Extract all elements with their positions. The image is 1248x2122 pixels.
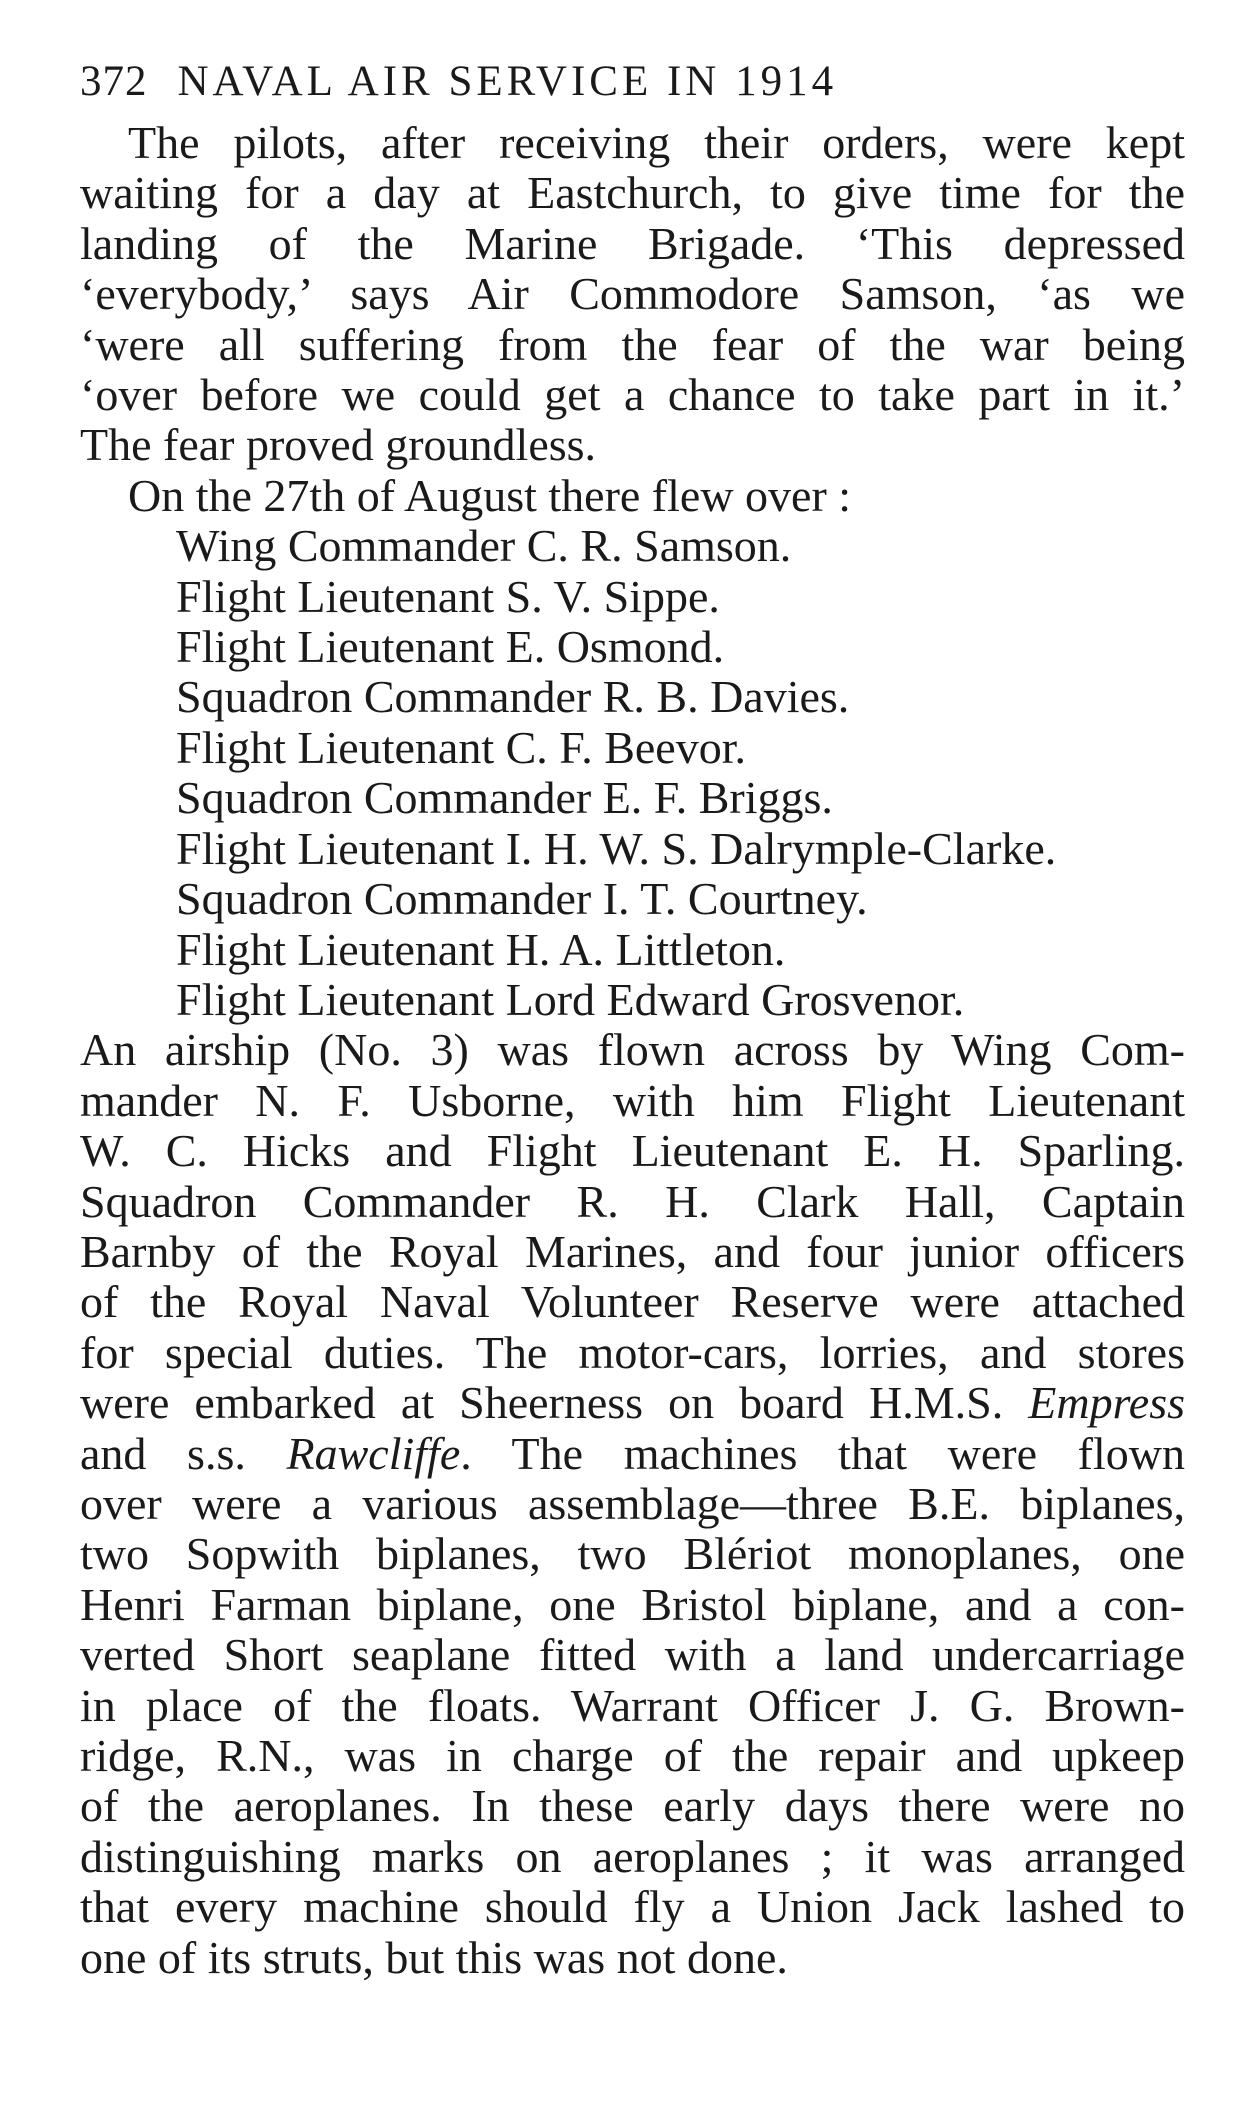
text-line: two Sopwith biplanes, two Blériot monoplanes, one xyxy=(80,1528,1185,1580)
list-item: Squadron Commander R. B. Davies. xyxy=(176,671,850,723)
paragraph-airship-and-machines xyxy=(80,1025,1185,1983)
list-item: Wing Commander C. R. Samson. xyxy=(176,520,792,572)
text-segment: were embarked at Sheerness on board H.M.S. xyxy=(80,1377,1029,1429)
running-head xyxy=(80,52,1185,118)
book-page xyxy=(80,52,1185,1983)
text-line xyxy=(80,1429,1185,1479)
ship-name-empress: Empress xyxy=(1028,1377,1185,1429)
list-item: Squadron Commander I. T. Courtney. xyxy=(176,873,868,925)
text-line: The fear proved groundless. xyxy=(80,419,597,471)
text-line: ‘were all suffering from the fear of the war being xyxy=(80,318,1185,370)
page-number: 372 xyxy=(80,58,148,105)
list-item: Squadron Commander E. F. Briggs. xyxy=(176,772,833,824)
text-line: over were a various assemblage—three B.E. biplanes, xyxy=(80,1477,1185,1529)
text-line: ridge, R.N., was in charge of the repair and upkeep xyxy=(80,1730,1185,1781)
text-line: in place of the floats. Warrant Officer J. G. Brown- xyxy=(80,1679,1185,1731)
list-item: Flight Lieutenant E. Osmond. xyxy=(176,621,725,673)
text-line: ‘everybody,’ says Air Commodore Samson, ‘as we xyxy=(80,268,1185,320)
officer-list xyxy=(80,521,1185,1025)
text-line: The pilots, after receiving their orders, were kept xyxy=(128,117,1185,168)
text-line: verted Short seaplane fitted with a land undercarriage xyxy=(80,1629,1185,1681)
text-line: distinguishing marks on aeroplanes ; it was arranged xyxy=(80,1830,1185,1882)
text-line: one of its struts, but this was not done. xyxy=(80,1931,788,1983)
text-line xyxy=(80,1378,1185,1428)
text-line: waiting for a day at Eastchurch, to give time for the xyxy=(80,167,1185,219)
list-item: Flight Lieutenant S. V. Sippe. xyxy=(176,570,720,622)
text-line: of the aeroplanes. In these early days there were no xyxy=(80,1780,1185,1832)
text-line: Barnby of the Royal Marines, and four junior officers xyxy=(80,1225,1185,1277)
text-line: ‘over before we could get a chance to take part in it.’ xyxy=(80,369,1185,421)
paragraph-pilots-waiting xyxy=(80,118,1185,471)
text-line: for special duties. The motor-cars, lorries, and stores xyxy=(80,1326,1185,1378)
text-line: mander N. F. Usborne, with him Flight Lieutenant xyxy=(80,1074,1185,1126)
list-item: Flight Lieutenant H. A. Littleton. xyxy=(176,923,786,975)
text-line: An airship (No. 3) was flown across by Wing Com- xyxy=(80,1024,1185,1076)
list-intro: On the 27th of August there flew over : xyxy=(128,469,852,521)
paragraph-flight-list xyxy=(80,471,1185,1025)
text-line: Squadron Commander R. H. Clark Hall, Captain xyxy=(80,1175,1185,1227)
text-line: landing of the Marine Brigade. ‘This depressed xyxy=(80,217,1185,269)
list-item: Flight Lieutenant Lord Edward Grosvenor. xyxy=(176,973,965,1025)
ship-name-rawcliffe: Rawcliffe xyxy=(286,1427,461,1479)
text-line: Henri Farman biplane, one Bristol biplane, and a con- xyxy=(80,1578,1185,1630)
body-text xyxy=(80,118,1185,1983)
text-segment: . The machines that were flown xyxy=(460,1427,1185,1479)
text-line: W. C. Hicks and Flight Lieutenant E. H. Sparling. xyxy=(80,1125,1185,1177)
running-title: NAVAL AIR SERVICE IN 1914 xyxy=(177,58,838,105)
text-line: of the Royal Naval Volunteer Reserve were attached xyxy=(80,1276,1185,1328)
list-item: Flight Lieutenant I. H. W. S. Dalrymple-Clarke. xyxy=(176,822,1057,874)
list-item: Flight Lieutenant C. F. Beevor. xyxy=(176,721,746,773)
text-segment: and s.s. xyxy=(80,1427,287,1479)
text-line: that every machine should fly a Union Jack lashed to xyxy=(80,1881,1185,1933)
